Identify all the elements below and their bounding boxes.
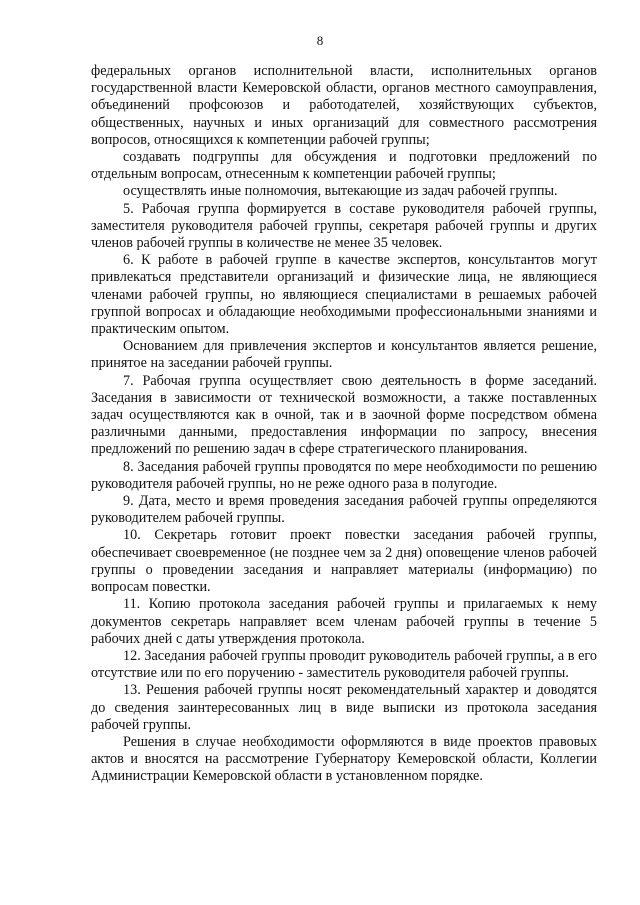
paragraph-other-powers: осуществлять иные полномочия, вытекающие из задач рабочей группы. bbox=[123, 183, 558, 200]
paragraph-item-8: 8. Заседания рабочей группы проводятся по мере необходимости по решению руководителя рабочей группы, но не реже одного раза в полугодие. bbox=[91, 458, 597, 492]
paragraph-item-9: 9. Дата, место и время проведения заседания рабочей группы определяются руководителем рабочей группы. bbox=[91, 493, 597, 527]
paragraph-item-13: 13. Решения рабочей группы носят рекомендательный характер и доводятся до сведения заинтересованных лиц в виде выписки из протокола заседания рабочей группы. bbox=[91, 682, 597, 733]
paragraph-item-12: 12. Заседания рабочей группы проводит руководитель рабочей группы, а в его отсутствие или по его поручению - заместитель руководителя рабочей группы. bbox=[91, 647, 597, 682]
paragraph-item-6: 6. К работе в рабочей группе в качестве экспертов, консультантов могут привлекаться представители организаций и физические лица, не являющиеся членами рабочей группы, но являющиеся специалистами в решаемых рабочей группой вопросах и обладающие необходимыми профессиональными знаниями и практическим опытом. bbox=[91, 252, 597, 338]
paragraph-continuation: федеральных органов исполнительной власти, исполнительных органов государственной власти Кемеровской области, органов местного самоуправления, объединений профсоюзов и работодателей, хозяйствующих субъектов, общественных, научных и иных организаций для совместного рассмотрения вопросов, относящихся к компетенции рабочей группы; bbox=[91, 63, 597, 148]
paragraph-subgroups: создавать подгруппы для обсуждения и подготовки предложений по отдельным вопросам, отнесенным к компетенции рабочей группы; bbox=[91, 149, 597, 183]
paragraph-item-10: 10. Секретарь готовит проект повестки заседания рабочей группы, обеспечивает своевременное (не позднее чем за 2 дня) оповещение членов рабочей группы о проведении заседания и направляет материалы (информацию) по вопросам повестки. bbox=[91, 527, 597, 596]
document-body bbox=[91, 63, 597, 786]
paragraph-item-7: 7. Рабочая группа осуществляет свою деятельность в форме заседаний. Заседания в зависимости от технической возможности, а также поставленных задач осуществляются как в очной, так и в заочной форме посредством обмена различными данными, предоставления информации по запросу, внесения предложений по решению задач в сфере стратегического планирования. bbox=[91, 372, 597, 458]
paragraph-item-11: 11. Копию протокола заседания рабочей группы и прилагаемых к нему документов секретарь направляет всем членам рабочей группы в течение 5 рабочих дней с даты утверждения протокола. bbox=[91, 596, 597, 647]
page-number: 8 bbox=[316, 33, 324, 48]
paragraph-experts-basis: Основанием для привлечения экспертов и консультантов является решение, принятое на заседании рабочей группы. bbox=[91, 338, 597, 372]
paragraph-decisions: Решения в случае необходимости оформляются в виде проектов правовых актов и вносятся на рассмотрение Губернатору Кемеровской области, Коллегии Администрации Кемеровской области в установленном порядке. bbox=[91, 733, 597, 785]
paragraph-item-5: 5. Рабочая группа формируется в составе руководителя рабочей группы, заместителя руководителя рабочей группы, секретаря рабочей группы и других членов рабочей группы в количестве не менее 35 человек. bbox=[91, 200, 597, 252]
